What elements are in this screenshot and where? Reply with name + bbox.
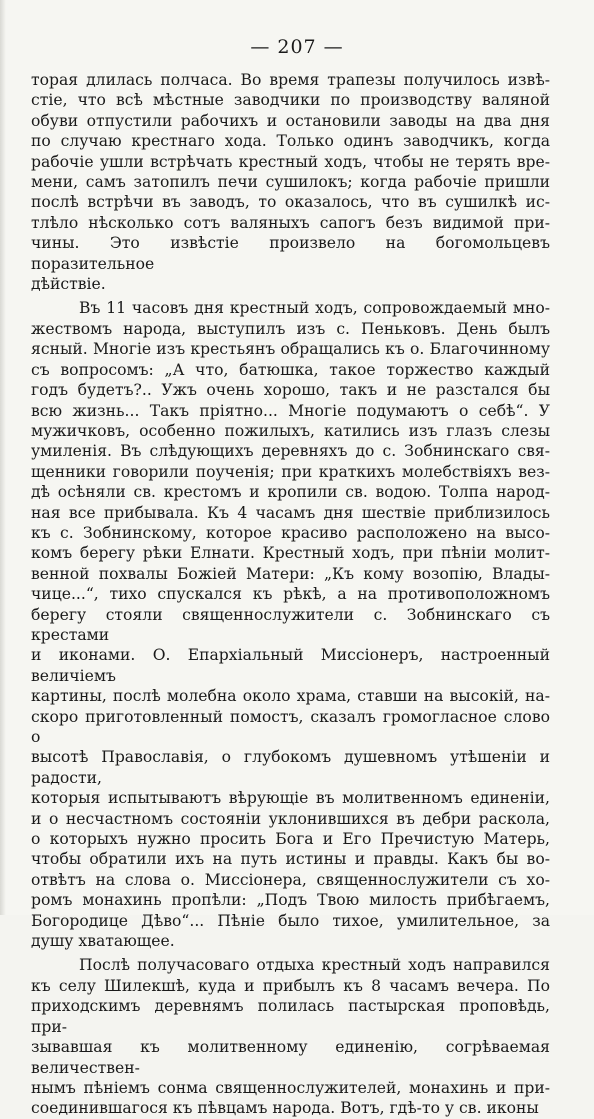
text-line: дѣ осѣняли св. крестомъ и кропили св. водою. Толпа народ-: [31, 483, 550, 502]
text-line: берегу стояли священнослужители с. Зобнинскаго съ крестами: [31, 605, 550, 644]
text-line: и о несчастномъ состояніи уклонившихся въ дебри раскола,: [31, 809, 550, 828]
text-line: рабочіе ушли встрѣчать крестный ходъ, чтобы не терять вре-: [31, 152, 550, 171]
text-line: по случаю крестнаго хода. Только одинъ заводчикъ, когда: [31, 132, 550, 151]
text-line: отвѣтъ на слова о. Миссіонера, священнослужители съ хо-: [31, 870, 550, 889]
text-line: зывавшая къ молитвенному единенію, согрѣваемая величествен-: [31, 1038, 550, 1077]
paragraph: [31, 298, 550, 951]
text-line: всю жизнь... Такъ пріятно... Многіе подумаютъ о себѣ“. У: [31, 401, 550, 420]
text-line: ясный. Многіе изъ крестьянъ обращались къ о. Благочинному: [31, 340, 550, 359]
page-number: — 207 —: [250, 36, 344, 58]
text-line: Послѣ получасоваго отдыха крестный ходъ направился: [79, 956, 550, 975]
text-line: скоро приготовленный помостъ, сказалъ громогласное слово о: [31, 707, 550, 746]
text-line: чины. Это извѣстіе произвело на богомольцевъ поразительное: [31, 234, 550, 273]
text-line: приходскимъ деревнямъ полилась пастырская проповѣдь, при-: [31, 997, 550, 1036]
paragraph: [31, 955, 550, 1118]
page-edge-shadow: [0, 0, 6, 915]
text-line: тлѣло нѣсколько сотъ валяныхъ сапогъ безъ видимой при-: [31, 213, 550, 232]
text-line: годъ будетъ?.. Ужъ очень хорошо, такъ и не разстался бы: [31, 381, 550, 400]
text-line: чице...“, тихо спускался къ рѣкѣ, а на противоположномъ: [31, 585, 550, 604]
text-line: чтобы обратили ихъ на путь истины и правды. Какъ бы во-: [31, 850, 550, 869]
text-line: обуви отпустили рабочихъ и остановили заводы на два дня: [31, 111, 550, 130]
text-line: Въ 11 часовъ дня крестный ходъ, сопровождаемый мно-: [79, 299, 550, 318]
text-line: послѣ встрѣчи въ заводъ, то оказалось, что въ сушилкѣ ис-: [31, 193, 550, 212]
text-line: и иконами. О. Епархіальный Миссіонеръ, настроенный величіемъ: [31, 646, 550, 685]
text-line: душу хватающее.: [31, 932, 175, 951]
text-line: о которыхъ нужно просить Бога и Его Пречистую Матерь,: [31, 830, 550, 849]
text-line: къ селу Шилекшѣ, куда и прибылъ къ 8 часамъ вечера. По: [31, 976, 550, 995]
text-line: мени, самъ затопилъ печи сушилокъ; когда рабочіе пришли: [31, 173, 550, 192]
text-line: дѣйствіе.: [31, 275, 106, 294]
text-line: ная все прибывала. Къ 4 часамъ дня шествіе приблизилось: [31, 503, 550, 522]
body-text: [31, 70, 550, 1119]
text-line: мужичковъ, особенно пожилыхъ, катились изъ глазъ слезы: [31, 421, 550, 440]
text-line: картины, послѣ молебна около храма, ставши на высокій, на-: [31, 687, 550, 706]
text-line: венной похвалы Божіей Матери: „Къ кому возопію, Влады-: [31, 564, 550, 583]
text-line: соединившагося къ пѣвцамъ народа. Вотъ, гдѣ-то у св. иконы: [31, 1099, 539, 1118]
text-line: жествомъ народа, выступилъ изъ с. Пеньковъ. День былъ: [31, 319, 550, 338]
text-line: Богородице Дѣво“... Пѣніе было тихое, умилительное, за: [31, 911, 550, 930]
text-line: высотѣ Православія, о глубокомъ душевномъ утѣшеніи и радости,: [31, 748, 550, 787]
paragraph: [31, 70, 550, 294]
text-line: ромъ монахинь пропѣли: „Подъ Твою милость прибѣгаемъ,: [31, 891, 550, 910]
text-line: щенники говорили поученія; при краткихъ молебствіяхъ вез-: [31, 462, 550, 481]
text-line: комъ берегу рѣки Елнати. Крестный ходъ, при пѣніи молит-: [31, 544, 550, 563]
text-line: умиленія. Въ слѣдующихъ деревняхъ до с. Зобнинскаго свя-: [31, 442, 550, 461]
text-line: которыя испытываютъ вѣрующіе въ молитвенномъ единеніи,: [31, 789, 550, 808]
text-line: къ с. Зобнинскому, которое красиво расположено на высо-: [31, 523, 550, 542]
text-line: торая длилась полчаса. Во время трапезы получилось извѣ-: [31, 71, 550, 89]
text-line: нымъ пѣніемъ сонма священнослужителей, монахинь и при-: [31, 1078, 550, 1097]
text-line: стіе, что всѣ мѣстные заводчики по производству валяной: [31, 91, 550, 110]
text-line: съ вопросомъ: „А что, батюшка, такое торжество каждый: [31, 360, 550, 379]
